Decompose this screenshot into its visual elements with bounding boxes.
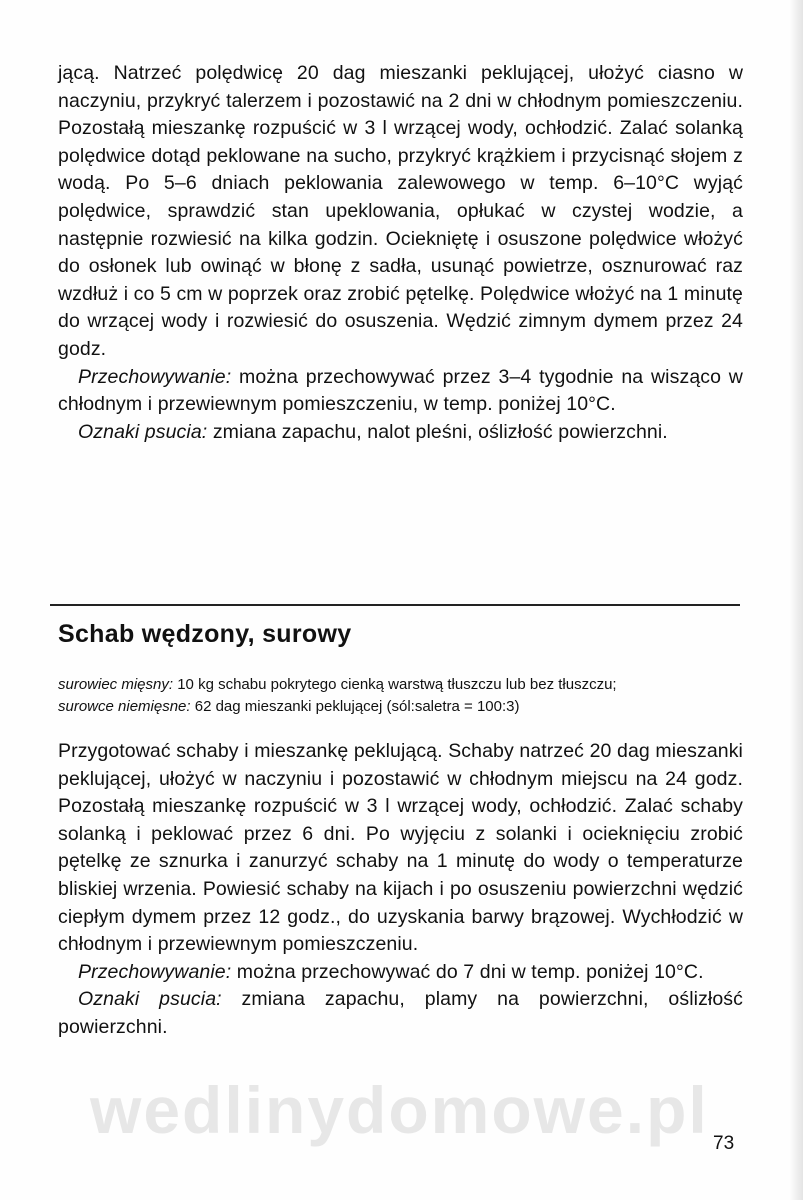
spoilage-label: Oznaki psucia: [78, 988, 222, 1011]
meat-label: surowiec mięsny: [58, 676, 174, 693]
ingredients-block [58, 674, 748, 718]
recipe-spoilage-paragraph [58, 986, 743, 1041]
continued-storage-paragraph [58, 364, 743, 419]
continued-recipe-section [58, 60, 743, 446]
scan-edge-shadow [789, 0, 803, 1200]
recipe-storage-paragraph [58, 959, 743, 987]
nonmeat-ingredients-line [58, 696, 748, 718]
section-divider [50, 604, 740, 606]
recipe-method-paragraph: Przygotować schaby i mieszankę peklującą. Schaby natrzeć 20 dag mieszanki peklującej, ułożyć w naczyniu i pozostawić w chłodnym miejscu na 24 godz. Pozostałą mieszankę rozpuścić w 3 l wrzącej wody, ochłodzić. Zalać schaby solanką i peklować przez 6 dni. Po wyjęciu z solanki i ocieknięciu zrobić pętelkę ze sznurka i zanurzyć schaby na 1 minutę do wody o temperaturze bliskiej wrzenia. Powiesić schaby na kijach i po osuszeniu powierzchni wędzić ciepłym dymem przez 12 godz., do uzyskania barwy brązowej. Wychłodzić w chłodnym i przewiewnym pomieszczeniu. [58, 740, 743, 956]
continued-method-paragraph: jącą. Natrzeć polędwicę 20 dag mieszanki peklującej, ułożyć ciasno w naczyniu, przykryć talerzem i pozostawić na 2 dni w chłodnym pomieszczeniu. Pozostałą mieszankę rozpuścić w 3 l wrzącej wody, ochłodzić. Zalać solanką polędwice dotąd peklowane na sucho, przykryć krążkiem i przycisnąć słojem z wodą. Po 5–6 dniach peklowania zalewowego w temp. 6–10°C wyjąć polędwice, sprawdzić stan upeklowania, opłukać w czystej wodzie, a następnie rozwiesić na kilka godzin. Ociekniętę i osuszone polędwice włożyć do osłonek lub owinąć w błonę z sadła, usunąć powietrze, osznurować raz wzdłuż i co 5 cm w poprzek oraz zrobić pętelkę. Polędwice włożyć na 1 minutę do wrzącej wody i rozwiesić do osuszenia. Wędzić zimnym dymem przez 24 godz. [58, 62, 743, 360]
nonmeat-label: surowce niemięsne: [58, 698, 191, 715]
watermark: wedlinydomowe.pl [90, 1073, 709, 1147]
recipe-title: Schab wędzony, surowy [58, 620, 352, 648]
storage-label: Przechowywanie: [78, 960, 232, 983]
meat-text: 10 kg schabu pokrytego cienką warstwą tłuszczu lub bez tłuszczu; [173, 676, 617, 693]
spoilage-text: zmiana zapachu, plamy na powierzchni, oślizłość powierzchni. [58, 988, 743, 1038]
spoilage-label: Oznaki psucia: [78, 420, 208, 443]
page-number: 73 [713, 1133, 735, 1154]
storage-label: Przechowywanie: [78, 365, 232, 388]
spoilage-text: zmiana zapachu, nalot pleśni, oślizłość powierzchni. [207, 420, 668, 443]
meat-ingredients-line [58, 674, 748, 696]
storage-text: można przechowywać przez 3–4 tygodnie na wisząco w chłodnym i przewiewnym pomieszczeniu, w temp. poniżej 10°C. [58, 365, 743, 416]
nonmeat-text: 62 dag mieszanki peklującej (sól:saletra = 100:3) [190, 698, 520, 715]
continued-spoilage-paragraph [58, 419, 743, 447]
storage-text: można przechowywać do 7 dni w temp. poniżej 10°C. [231, 960, 704, 983]
recipe-method-section [58, 738, 743, 1042]
